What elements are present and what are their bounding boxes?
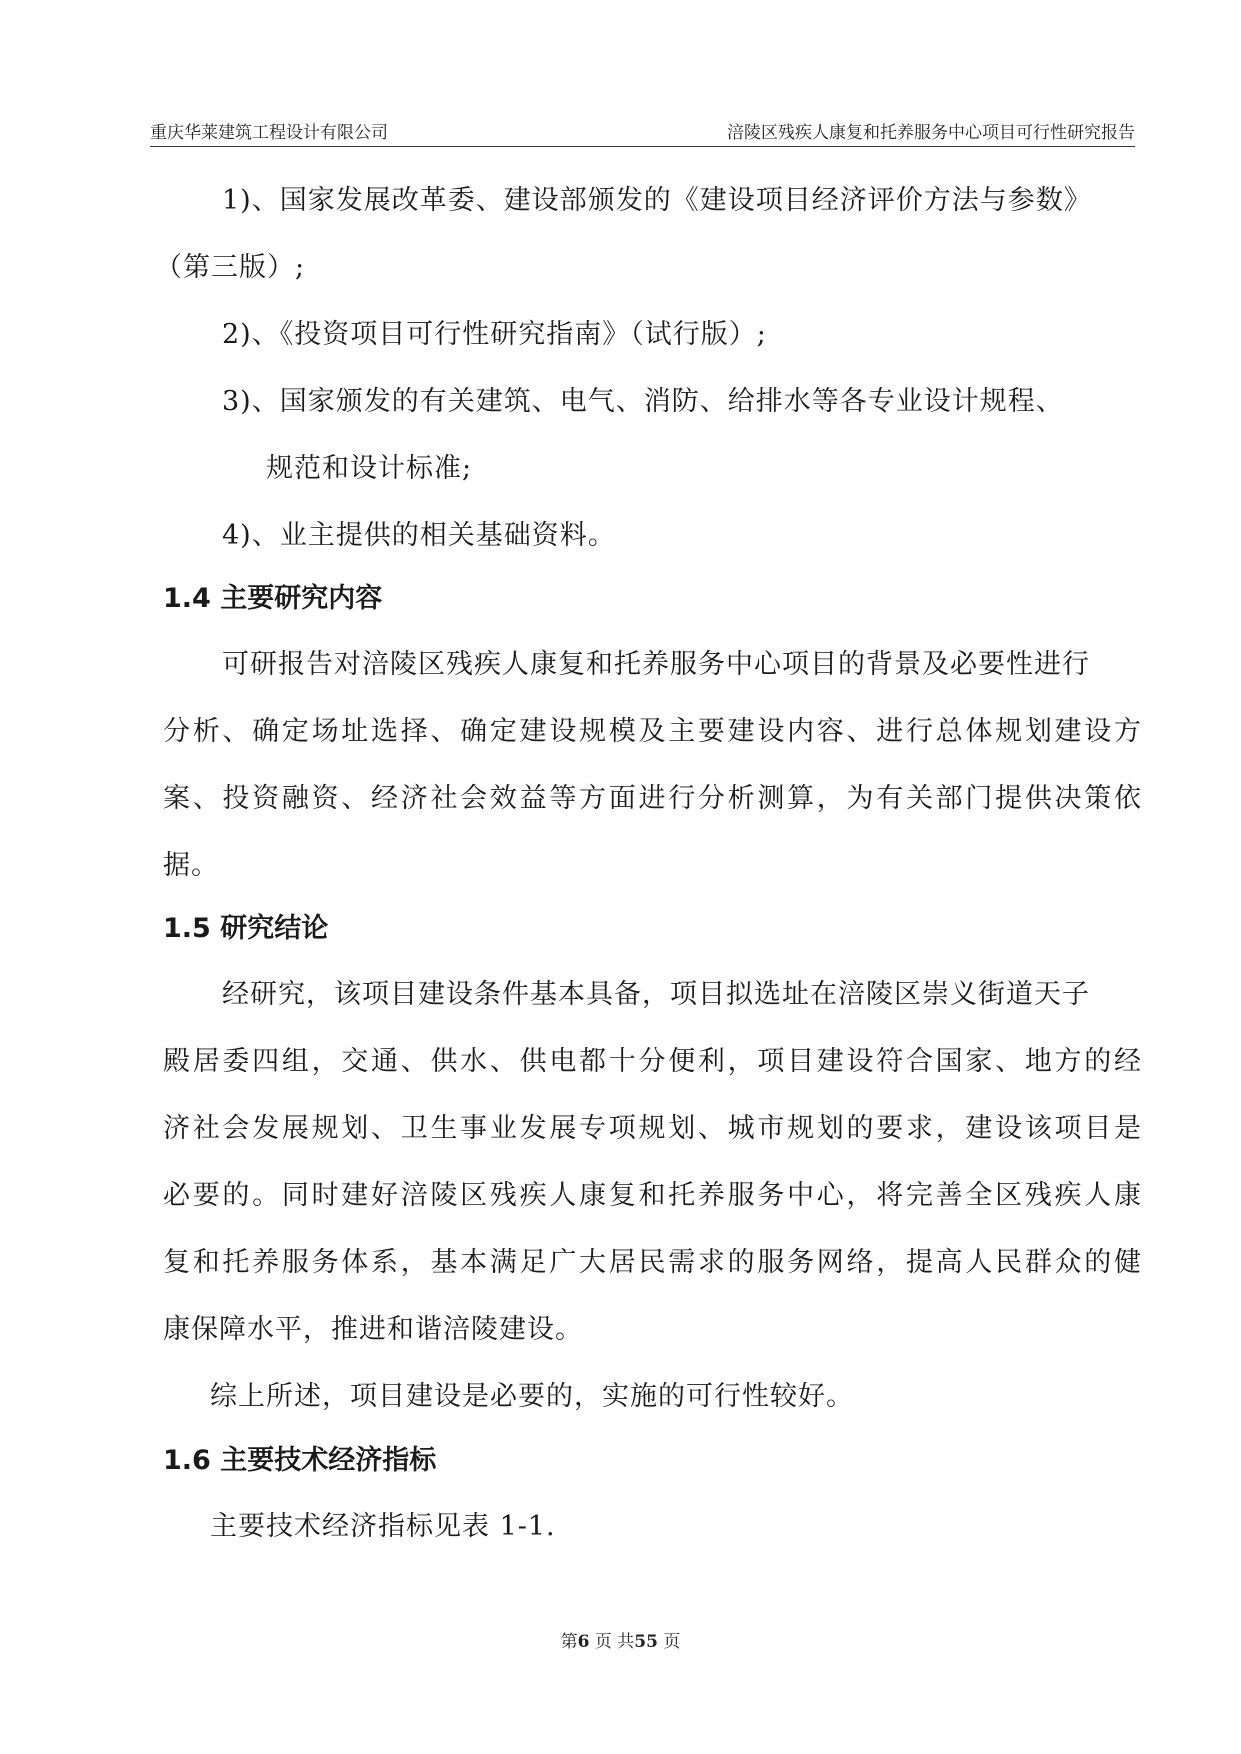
section-1-5-line: 必要的。同时建好涪陵区残疾人康复和托养服务中心，将完善全区残疾人康 [163, 1180, 1141, 1211]
section-1-5-line: 康保障水平，推进和谐涪陵建设。 [163, 1314, 583, 1345]
footer-total-pages: 55 [634, 1632, 658, 1652]
header-report-title: 涪陵区残疾人康复和托养服务中心项目可行性研究报告 [727, 123, 1135, 143]
section-1-5-line: 经研究，该项目建设条件基本具备，项目拟选址在涪陵区崇义街道天子 [222, 979, 1090, 1010]
footer-suffix: 页 [663, 1632, 681, 1652]
basis-item-1-line-2: （第三版）; [155, 252, 306, 283]
section-1-4-line: 分析、确定场址选择、确定建设规模及主要建设内容、进行总体规划建设方 [163, 716, 1141, 747]
section-1-5-heading: 1.5 研究结论 [163, 913, 329, 944]
section-1-5-summary: 综上所述，项目建设是必要的，实施的可行性较好。 [210, 1381, 854, 1412]
footer-prefix: 第 [560, 1632, 578, 1652]
section-1-5-line: 复和托养服务体系，基本满足广大居民需求的服务网络，提高人民群众的健 [163, 1247, 1141, 1278]
section-1-4-line: 案、投资融资、经济社会效益等方面进行分析测算，为有关部门提供决策依 [163, 783, 1141, 814]
header-company: 重庆华莱建筑工程设计有限公司 [150, 123, 388, 143]
page-footer [0, 1627, 1241, 1652]
basis-item-1-line-1: 1)、国家发展改革委、建设部颁发的《建设项目经济评价方法与参数》 [222, 185, 1092, 216]
section-1-4-heading: 1.4 主要研究内容 [163, 583, 383, 614]
basis-item-3-line-1: 3)、国家颁发的有关建筑、电气、消防、给排水等各专业设计规程、 [222, 386, 1064, 417]
section-1-6-text: 主要技术经济指标见表 1-1. [210, 1511, 556, 1542]
basis-item-2: 2)、《投资项目可行性研究指南》（试行版）; [222, 319, 767, 350]
basis-item-4: 4)、业主提供的相关基础资料。 [222, 520, 616, 551]
page-header [150, 118, 1135, 147]
section-1-5-line: 济社会发展规划、卫生事业发展专项规划、城市规划的要求，建设该项目是 [163, 1113, 1141, 1144]
section-1-4-line: 据。 [163, 850, 219, 881]
footer-page-number: 6 [577, 1632, 590, 1652]
section-1-4-line: 可研报告对涪陵区残疾人康复和托养服务中心项目的背景及必要性进行 [222, 649, 1090, 680]
section-1-5-line: 殿居委四组，交通、供水、供电都十分便利，项目建设符合国家、地方的经 [163, 1046, 1141, 1077]
footer-middle: 页 共 [594, 1632, 635, 1652]
basis-item-3-line-2: 规范和设计标准; [266, 453, 473, 484]
section-1-6-heading: 1.6 主要技术经济指标 [163, 1445, 437, 1476]
